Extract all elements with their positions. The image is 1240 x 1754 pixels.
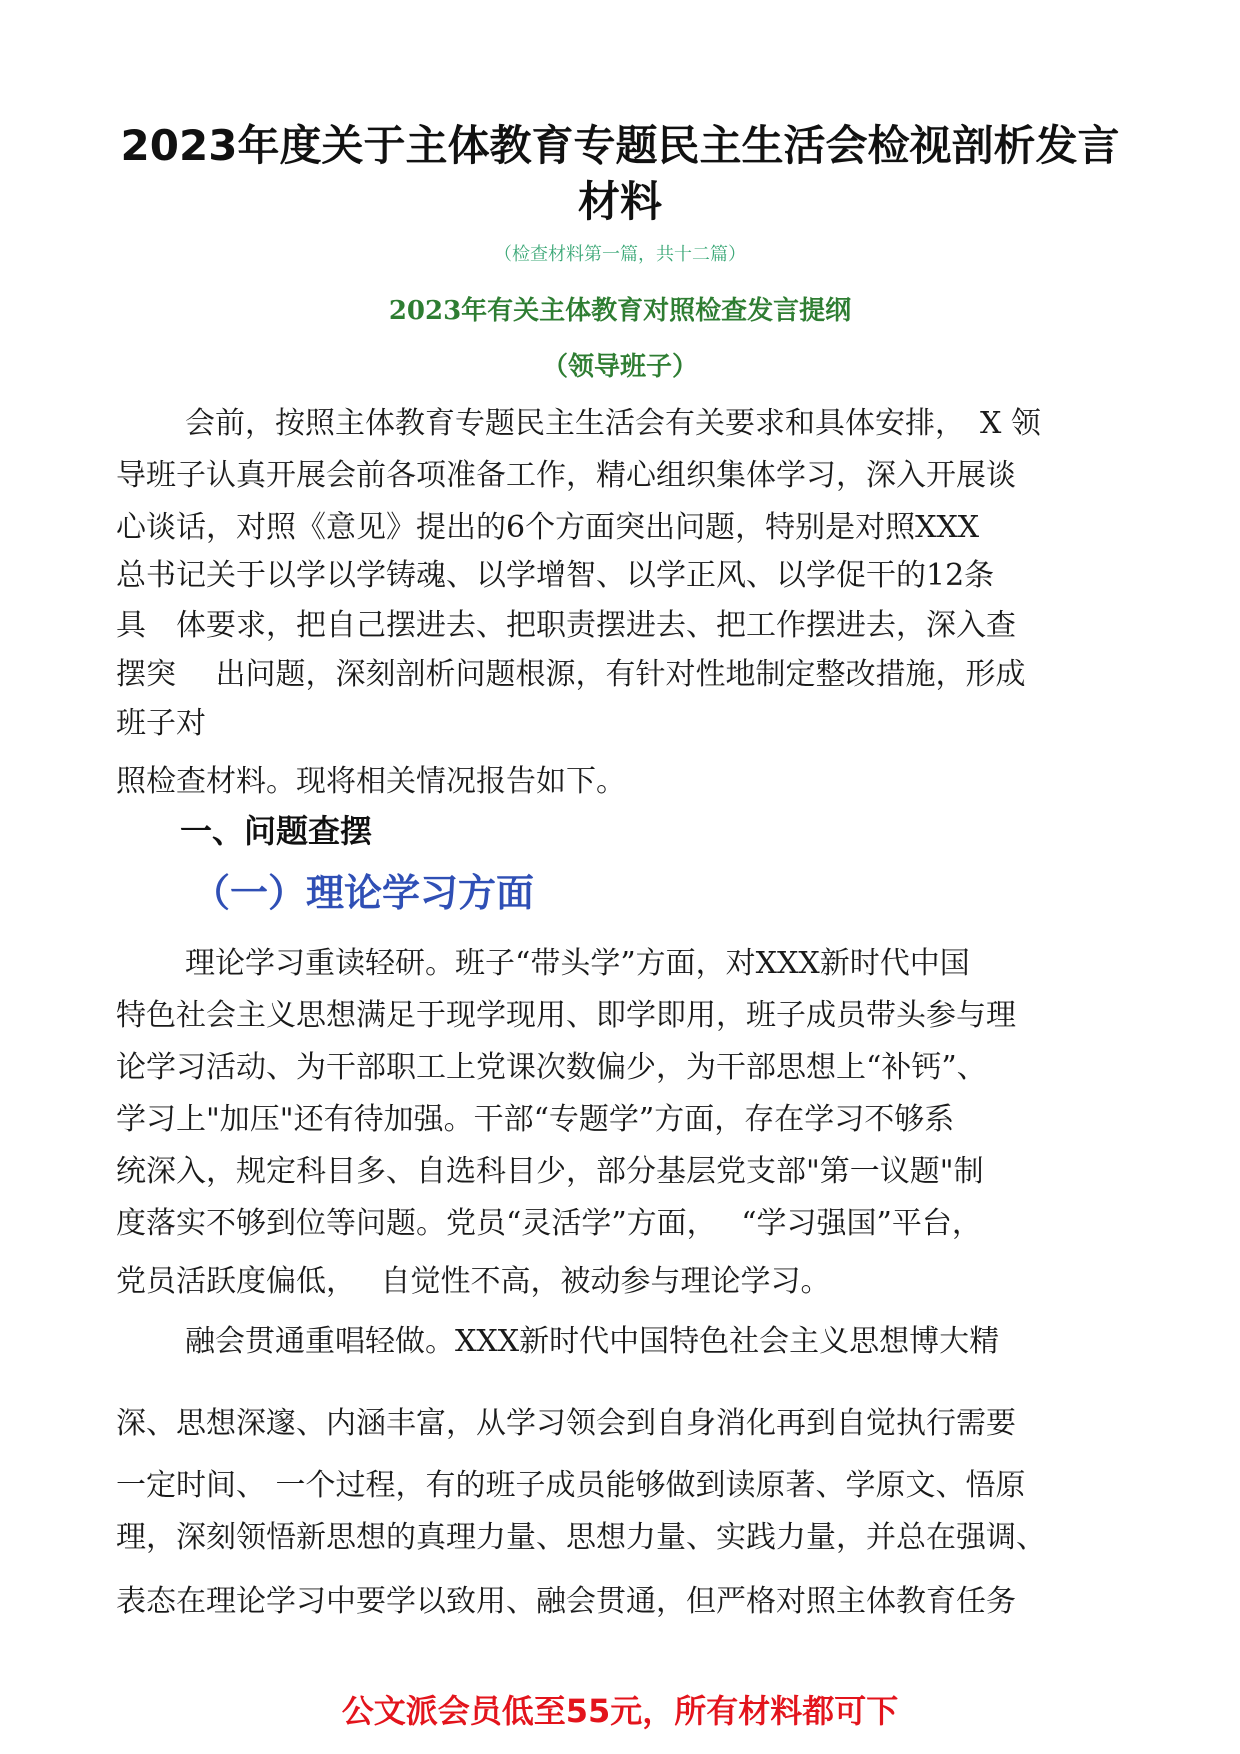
- para1-line: 理论学习重读轻研。班子“带头学”方面，对XXX新时代中国: [185, 946, 970, 981]
- para1-line: 统深入，规定科目多、自选科目少，部分基层党支部"第一议题"制: [116, 1154, 984, 1189]
- intro-line: 照检查材料。现将相关情况报告如下。: [116, 764, 626, 799]
- para1-line: 度落实不够到位等问题。党员“灵活学”方面， “学习强国”平台，: [116, 1206, 982, 1241]
- para1-line: 论学习活动、为干部职工上党课次数偏少，为干部思想上“补钙”、: [116, 1050, 987, 1085]
- intro-line: 摆突 出问题，深刻剖析问题根源，有针对性地制定整改措施，形成: [116, 657, 1026, 692]
- outline-subtitle: （领导班子）: [541, 352, 698, 382]
- para1-line: 特色社会主义思想满足于现学现用、即学即用，班子成员带头参与理: [116, 998, 1016, 1033]
- series-note: （检查材料第一篇，共十二篇）: [494, 244, 746, 265]
- intro-line: 导班子认真开展会前各项准备工作，精心组织集体学习，深入开展谈: [116, 458, 1016, 493]
- intro-line: 班子对: [116, 706, 206, 741]
- para1-line: 党员活跃度偏低， 自觉性不高，被动参与理论学习。: [116, 1264, 831, 1299]
- para2-line: 表态在理论学习中要学以致用、融会贯通，但严格对照主体教育任务: [116, 1584, 1016, 1619]
- section-heading: 一、问题查摆: [180, 812, 373, 850]
- intro-line: 具 体要求，把自己摆进去、把职责摆进去、把工作摆进去，深入查: [116, 608, 1016, 643]
- title-line-2: 材料: [577, 177, 662, 226]
- para2-line: 一定时间、 一个过程，有的班子成员能够做到读原著、学原文、悟原: [116, 1468, 1026, 1503]
- para2-line: 理，深刻领悟新思想的真理力量、思想力量、实践力量，并总在强调、: [116, 1520, 1046, 1555]
- title-line-1: 2023年度关于主体教育专题民主生活会检视剖析发言: [120, 121, 1120, 170]
- outline-title: 2023年有关主体教育对照检查发言提纲: [388, 296, 852, 326]
- intro-line: 会前，按照主体教育专题民主生活会有关要求和具体安排， X 领: [185, 406, 1041, 441]
- para2-line: 深、思想深邃、内涵丰富，从学习领会到自身消化再到自觉执行需要: [116, 1406, 1016, 1441]
- intro-line: 心谈话，对照《意见》提出的6个方面突出问题，特别是对照XXX: [116, 510, 980, 545]
- subsection-heading: （一）理论学习方面: [192, 871, 535, 915]
- intro-line: 总书记关于以学以学铸魂、以学增智、以学正风、以学促干的12条: [116, 558, 995, 593]
- promo-footer: 公文派会员低至55元，所有材料都可下: [341, 1692, 899, 1730]
- para1-line: 学习上"加压"还有待加强。干部“专题学”方面，存在学习不够系: [116, 1102, 955, 1137]
- document-title: [80, 118, 1160, 230]
- para2-line: 融会贯通重唱轻做。XXX新时代中国特色社会主义思想博大精: [185, 1324, 1000, 1359]
